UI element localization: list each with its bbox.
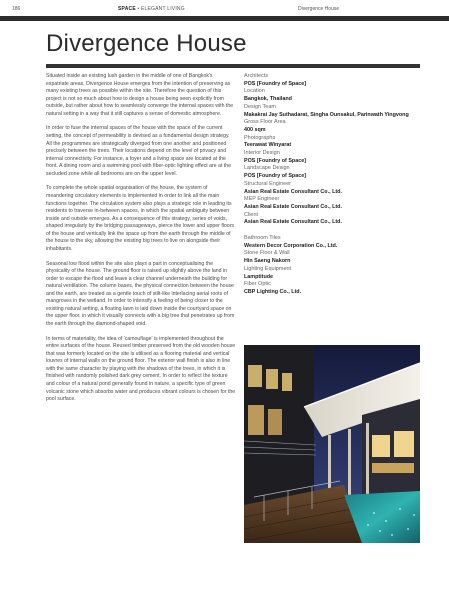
section-label (118, 6, 185, 12)
credit-role-interior-design: Interior Design (244, 150, 280, 157)
credit-role-design-team: Design Team (244, 103, 276, 110)
credit-role-landscape-design: Landscape Design (244, 165, 290, 172)
body-paragraph-4: Seasonal low flood within the site also plays a part in conceptualising the physicality of the house. The ground floor is raised up slightly above the land in order to escape the flood and leave a clear channel underneath the building for natural ventilation. The column bases, the physical connection between the house and the earth, are treated as a gentle touch of stilt-like interlacing aerial roots of mangroves in the wetland. In order to intensify a feeling of being closer to the existing natural setting, a floating lawn is laid down inside the courtyard space on the upper floor, in which it visually connects with a big tree that penetrates up from the earth through the diamond-shaped void. (46, 260, 235, 327)
credit-role-client: Client (244, 211, 259, 218)
house-photo (244, 345, 420, 543)
credit-role-location: Location (244, 88, 265, 95)
credit-value-location: Bangkok, Thailand (244, 96, 292, 103)
credit-value-gross-floor-area: 400 sqm (244, 126, 266, 133)
credit-role-fiber-optic: Fiber Optic (244, 281, 271, 288)
credit-value-stone-floor-wall: Hin Saeng Nakorn (244, 258, 291, 265)
credit-value-structural-engineer: Asian Real Estate Consultant Co., Ltd. (244, 188, 342, 195)
credit-role-structural-engineer: Structural Engineer (244, 180, 292, 187)
body-paragraph-1: Situated inside an existing lush garden in the middle of one of Bangkok's expatriate areas, Divergence House emerges from the intention of preserving as many existing trees as possible within the site. Therefore the question of this project is not so much about how to design a house being seen explicitly from outside, but rather about how to seamlessly converge the internal spaces with the natural setting in a way that it still captures a sense of domestic atmosphere. (46, 73, 234, 117)
house-photo-illustration (244, 345, 420, 543)
body-paragraph-5: In terms of materiality, the idea of 'camouflage' is implemented throughout the entire surfaces of the house. Reused timber preserved from the old wooden house that was formerly located on the site is utilised as a flooring material and vertical louvres of internal walls on the ground floor. The exterior wall finish is also in line with the same character by playing with the shadows of the trees, in which it is finished with randomly polished dark grey cement. In order to reflect the texture and colour of a natural pond generally found in nature, a specific type of green volcanic stone which absorbs water and produces vibrant colours is chosen for the pool surface. (46, 335, 236, 403)
title-rule (46, 64, 420, 68)
credit-role-lighting-equipment: Lighting Equipment (244, 265, 292, 272)
credit-value-fiber-optic: CBP Lighting Co., Ltd. (244, 288, 302, 295)
credit-role-gross-floor-area: Gross Floor Area (244, 119, 286, 126)
credit-value-design-team: Makakrai Jay Suthadarat, Singha Ounsakul, Parinwath Yingvong (244, 111, 409, 118)
section-label-bold: SPACE (118, 6, 136, 12)
section-label-rest: • ELEGANT LIVING (135, 6, 185, 12)
credit-value-mep-engineer: Asian Real Estate Consultant Co., Ltd. (244, 203, 342, 210)
credit-value-bathroom-tiles: Western Decor Corporation Co., Ltd. (244, 242, 338, 249)
project-credits (244, 73, 424, 297)
body-column (46, 73, 236, 411)
credit-value-lighting-equipment: Lamptitude (244, 273, 274, 280)
running-title: Divergence House (298, 6, 340, 12)
credit-role-stone-floor-wall: Stone Floor & Wall (244, 250, 290, 257)
header-rule (0, 16, 449, 21)
credit-value-architects: POS [Foundry of Space] (244, 80, 306, 87)
page-number: 186 (12, 6, 21, 12)
credit-role-architects: Architects (244, 73, 269, 79)
body-paragraph-2: In order to fuse the internal spaces of the house with the space of the current setting, the concept of permeability is devised as a fundamental design strategy. All the programmes are strategically diverged from one another and positioned precisely between the trees. Their locations depend on the level of privacy and internal connectivity. For instance, a foyer and a living space are located at the front. A dining room and a swimming pool with fiber-optic lighting effect are at the secluded zone while all bedrooms are on the upper level. (46, 125, 232, 177)
credit-value-interior-design: POS [Foundry of Space] (244, 157, 306, 164)
page-title: Divergence House (46, 30, 247, 57)
credit-group-gap (244, 227, 424, 235)
credit-value-client: Asian Real Estate Consultant Co., Ltd. (244, 219, 342, 226)
credit-value-landscape-design: POS [Foundry of Space] (244, 173, 306, 180)
credit-role-mep-engineer: MEP Engineer (244, 196, 280, 203)
credit-role-bathroom-tiles: Bathroom Tiles (244, 235, 281, 242)
body-paragraph-3: To complete the whole spatial organisation of the house, the system of meandering circulatory elements is implemented in order to link all the main functions together. The circulation system also plays a strategic role in leading its residents to traverse in-between spaces, in which the spatial ambiguity between inside and outside emerges. As a consequence of this strategy, series of voids, shaped irregularly by the bridging passageways, pierce the lower and upper floors of the house and vertically link the space up from the earth through the middle of the house to the sky, allowing the existing big trees to live on alongside their inhabitants. (46, 185, 235, 252)
credit-value-photographs: Teerawat Winyarat (244, 142, 292, 149)
credit-role-photographs: Photographs (244, 134, 276, 141)
